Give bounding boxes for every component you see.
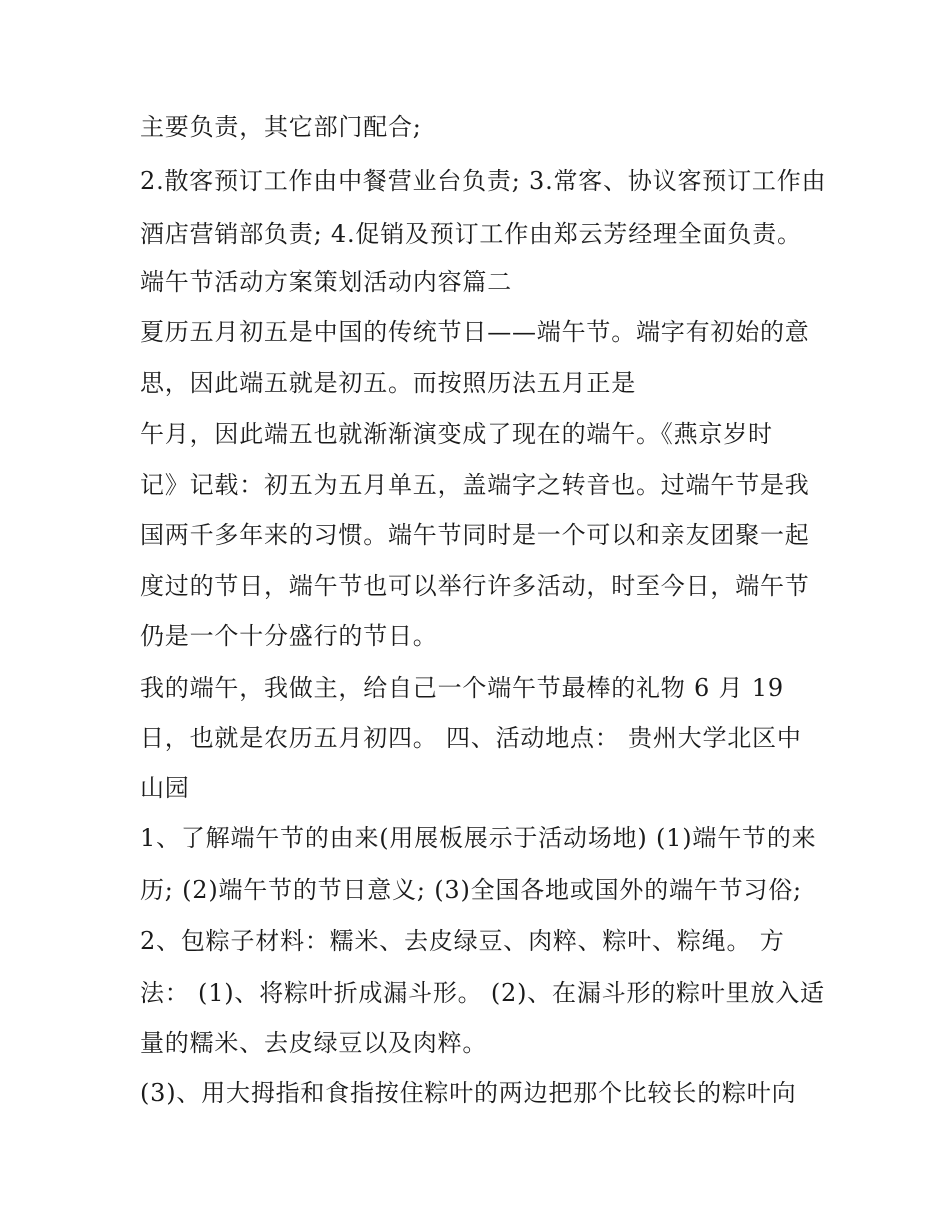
text-line: 午月，因此端五也就渐渐演变成了现在的端午。《燕京岁时: [140, 420, 773, 448]
text-line: 记》记载：初五为五月单五，盖端字之转音也。过端午节是我: [140, 471, 810, 499]
text-line: 仍是一个十分盛行的节日。: [140, 622, 438, 650]
section-heading: 端午节活动方案策划活动内容篇二: [140, 268, 512, 296]
text-line: 历; (2)端午节的节日意义; (3)全国各地或国外的端午节习俗;: [140, 876, 802, 904]
text-line: 酒店营销部负责; 4.促销及预订工作由郑云芳经理全面负责。: [140, 220, 802, 248]
text-line: 2.散客预订工作由中餐营业台负责; 3.常客、协议客预订工作由: [140, 167, 827, 195]
text-line: 思，因此端五就是初五。而按照历法五月正是: [140, 369, 636, 397]
text-line: 量的糯米、去皮绿豆以及肉粹。: [140, 1029, 488, 1057]
text-line: 山园: [140, 774, 190, 802]
text-line: 法： (1)、将粽叶折成漏斗形。 (2)、在漏斗形的粽叶里放入适: [140, 979, 825, 1007]
text-line: (3)、用大拇指和食指按住粽叶的两边把那个比较长的粽叶向: [140, 1079, 797, 1107]
text-line: 1、了解端午节的由来(用展板展示于活动场地) (1)端午节的来: [140, 824, 817, 852]
text-line: 国两千多年来的习惯。端午节同时是一个可以和亲友团聚一起: [140, 521, 810, 549]
text-line: 度过的节日，端午节也可以举行许多活动，时至今日，端午节: [140, 572, 810, 600]
text-line: 2、包粽子材料：糯米、去皮绿豆、肉粹、粽叶、粽绳。 方: [140, 927, 785, 955]
text-line: 主要负责，其它部门配合;: [140, 113, 422, 141]
text-line: 夏历五月初五是中国的传统节日——端午节。端字有初始的意: [140, 318, 810, 346]
text-line: 日，也就是农历五月初四。 四、活动地点： 贵州大学北区中: [140, 724, 802, 752]
text-line: 我的端午，我做主，给自己一个端午节最棒的礼物 6 月 19: [140, 674, 784, 702]
